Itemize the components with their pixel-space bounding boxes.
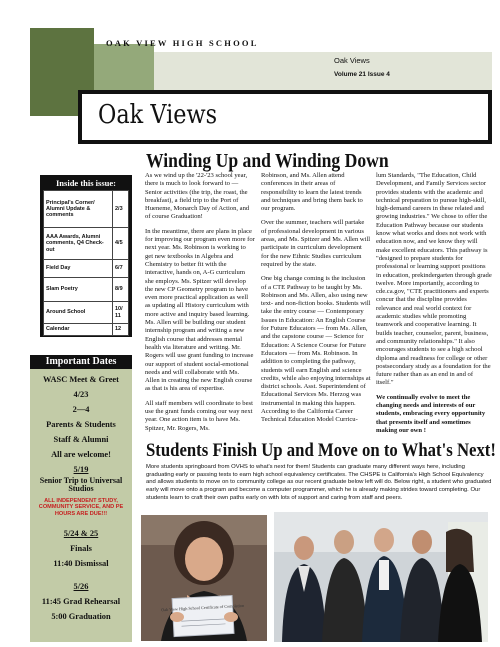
publication-name: Oak Views bbox=[334, 56, 370, 65]
date-line: 11:45 Grad Rehearsal bbox=[41, 596, 121, 606]
date-line: WASC Meet & Greet bbox=[43, 375, 119, 384]
paragraph: As we wind up the '22-'23 school year, there is much to look forward to — Senior activities (the trip, the roast, the breakfast), a field trip to the Port of Hueneme, Monarch Day of Action, and of course Graduation! bbox=[145, 172, 250, 221]
graduate-photo bbox=[141, 515, 267, 641]
article-column-2 bbox=[261, 172, 371, 431]
toc-row[interactable] bbox=[44, 324, 129, 336]
paragraph: One big change coming is the inclusion of a CTE Pathway to be taught by Ms. Robinson and Ms. Allen, also using new text- and non-fiction books. Students will take the entry course — Contemporary Issues in Education: An English Course for Future Educators — from Ms. Allen, and the capstone course — Science for Education: A Science Course for Future Educators — from Ms. Robinson. In addition to completing the pathway, students will earn English and science credits, while also enjoying internships at district schools. Asst. Superintendent of Educational Services Ms. Herzog was instrumental in making this happen. According to the California Career Technical Education Model Curricu- bbox=[261, 275, 371, 424]
toc-page: 4/5 bbox=[113, 228, 129, 260]
inside-issue-title: Inside this issue: bbox=[56, 178, 116, 188]
issue-number: Volume 21 Issue 4 bbox=[334, 71, 390, 78]
group-photo bbox=[274, 512, 488, 642]
date-line: 11:40 Dismissal bbox=[53, 558, 109, 568]
paragraph: All staff members will coordinate to best use the grant funds coming our way next year. One action item is to have Ms. Spitzer, Mr. Rogers, Ms. bbox=[145, 399, 253, 432]
date-line: Senior Trip to Universal Studios bbox=[39, 476, 123, 494]
date-line: 2—4 bbox=[72, 405, 90, 414]
date-line: 5/24 & 25 bbox=[63, 528, 99, 538]
date-line: Staff & Alumni bbox=[53, 435, 109, 444]
school-name: OAK VIEW HIGH SCHOOL bbox=[106, 38, 259, 48]
article-headline: Winding Up and Winding Down bbox=[146, 150, 389, 172]
article-column-1 bbox=[145, 172, 255, 439]
paragraph: lum Standards, "The Education, Child Development, and Family Services sector provides students with the academic and technical preparation to pursue high-skill, high-demand careers in these related and growing industries." We chose to offer the Education Pathway because our students know what works and does not work with education now, and we know they will make excellent educators. This pathway is "designed to prepare students for professional or learning support positions in education, prekindergarten through grade twelve. More importantly, according to cde.ca.gov, "CTE practitioners and experts concur that the discipline provides relevance and real world context for academic studies while promoting teamwork and cooperative learning. It builds teacher, counselor, parent, business, and community relationships." It also encourages students to see a high school diploma and readiness for college or other postsecondary study as a foundation for the future rather than as an end in and of itself." bbox=[376, 172, 492, 387]
date-line: 5/26 bbox=[73, 581, 89, 591]
inside-issue-box bbox=[40, 175, 132, 337]
toc-row[interactable] bbox=[44, 260, 129, 278]
toc-page: 6/7 bbox=[113, 260, 129, 278]
paragraph: Over the summer, teachers will partake of professional development in various areas, and Ms. Spitzer and Ms. Allen will participate in curriculum development for the new Ethnic Studies curriculum required by the state. bbox=[261, 219, 371, 268]
paragraph: In the meantime, there are plans in place for improving our program even more for next year. Ms. Robinson is working to get new textbooks in Algebra and Chemistry to better fit with the interactive, hands on, A-G curriculum she employs. Ms. Spitzer will develop the new CP Geometry program to have even more practical application as well as updating all History curriculum with more active and inquiry based learning. Ms. Allen will be building our student internship program and writing a new English course that addresses mental health via literature and writing. Mr. Rogers will use grant funding to increase our support of student social-emotional needs and will collaborate with Ms. Allen in creating the new English course as that is his area of expertise. bbox=[145, 227, 255, 393]
article-2-text: More students springboard from OVHS to what's next for them! Students can graduate many different ways here, including graduating early or passing tests to earn high school equivalency certificates. The CHSPE is California's High School Equivalency and allows students to move on to community college as our recent graduate below left will do. Below right, a student who graduated early will move onto a program and become a computer programmer, which he is already making strides toward completing. Our students learn to craft their own paths early on with lots of support and caring from staff and peers. bbox=[146, 464, 492, 501]
certificate-text: Oak View High School Certificate of Completion bbox=[161, 602, 245, 613]
toc-label: Slam Poetry bbox=[44, 278, 113, 302]
date-line: 5/19 bbox=[73, 465, 89, 474]
article-column-3 bbox=[376, 172, 492, 441]
date-line: All are welcome! bbox=[51, 450, 111, 459]
newsletter-title: Oak Views bbox=[98, 100, 218, 130]
important-dates-box bbox=[30, 355, 132, 642]
title-box bbox=[78, 90, 492, 144]
date-line: 5:00 Graduation bbox=[51, 611, 111, 621]
closing-statement: We continually evolve to meet the changing needs and interests of our students, embracing every opportunity that presents itself and sometimes making our own ! bbox=[376, 393, 486, 434]
date-line: Parents & Students bbox=[46, 420, 116, 429]
toc-label: Around School bbox=[44, 302, 113, 324]
toc-row[interactable] bbox=[44, 228, 129, 260]
toc-page: 8/9 bbox=[113, 278, 129, 302]
toc-label: Calendar bbox=[44, 324, 113, 336]
important-dates-title: Important Dates bbox=[30, 355, 132, 369]
toc-label: AAA Awards, Alumni comments, Q4 Check-out bbox=[44, 228, 113, 260]
toc-page: 2/3 bbox=[113, 191, 129, 228]
hours-due-alert: ALL INDEPENDENT STUDY, COMMUNITY SERVICE, AND PE HOURS ARE DUE!!! bbox=[38, 497, 124, 518]
toc-page: 12 bbox=[113, 324, 129, 336]
paragraph: Robinson, and Ms. Allen attend conferences in their areas of responsibility to learn the latest trends and techniques and bring them back to our program. bbox=[261, 172, 363, 213]
toc-row[interactable] bbox=[44, 302, 129, 324]
toc-label: Field Day bbox=[44, 260, 113, 278]
toc-row[interactable] bbox=[44, 191, 129, 228]
date-line: 4/23 bbox=[73, 390, 89, 399]
toc-table bbox=[43, 190, 129, 336]
date-line: Finals bbox=[70, 543, 92, 553]
toc-row[interactable] bbox=[44, 278, 129, 302]
toc-label: Principal's Corner/ Alumni Update & comments bbox=[44, 191, 113, 228]
toc-page: 10/ 11 bbox=[113, 302, 129, 324]
article-2-headline: Students Finish Up and Move on to What's Next! bbox=[146, 440, 496, 461]
